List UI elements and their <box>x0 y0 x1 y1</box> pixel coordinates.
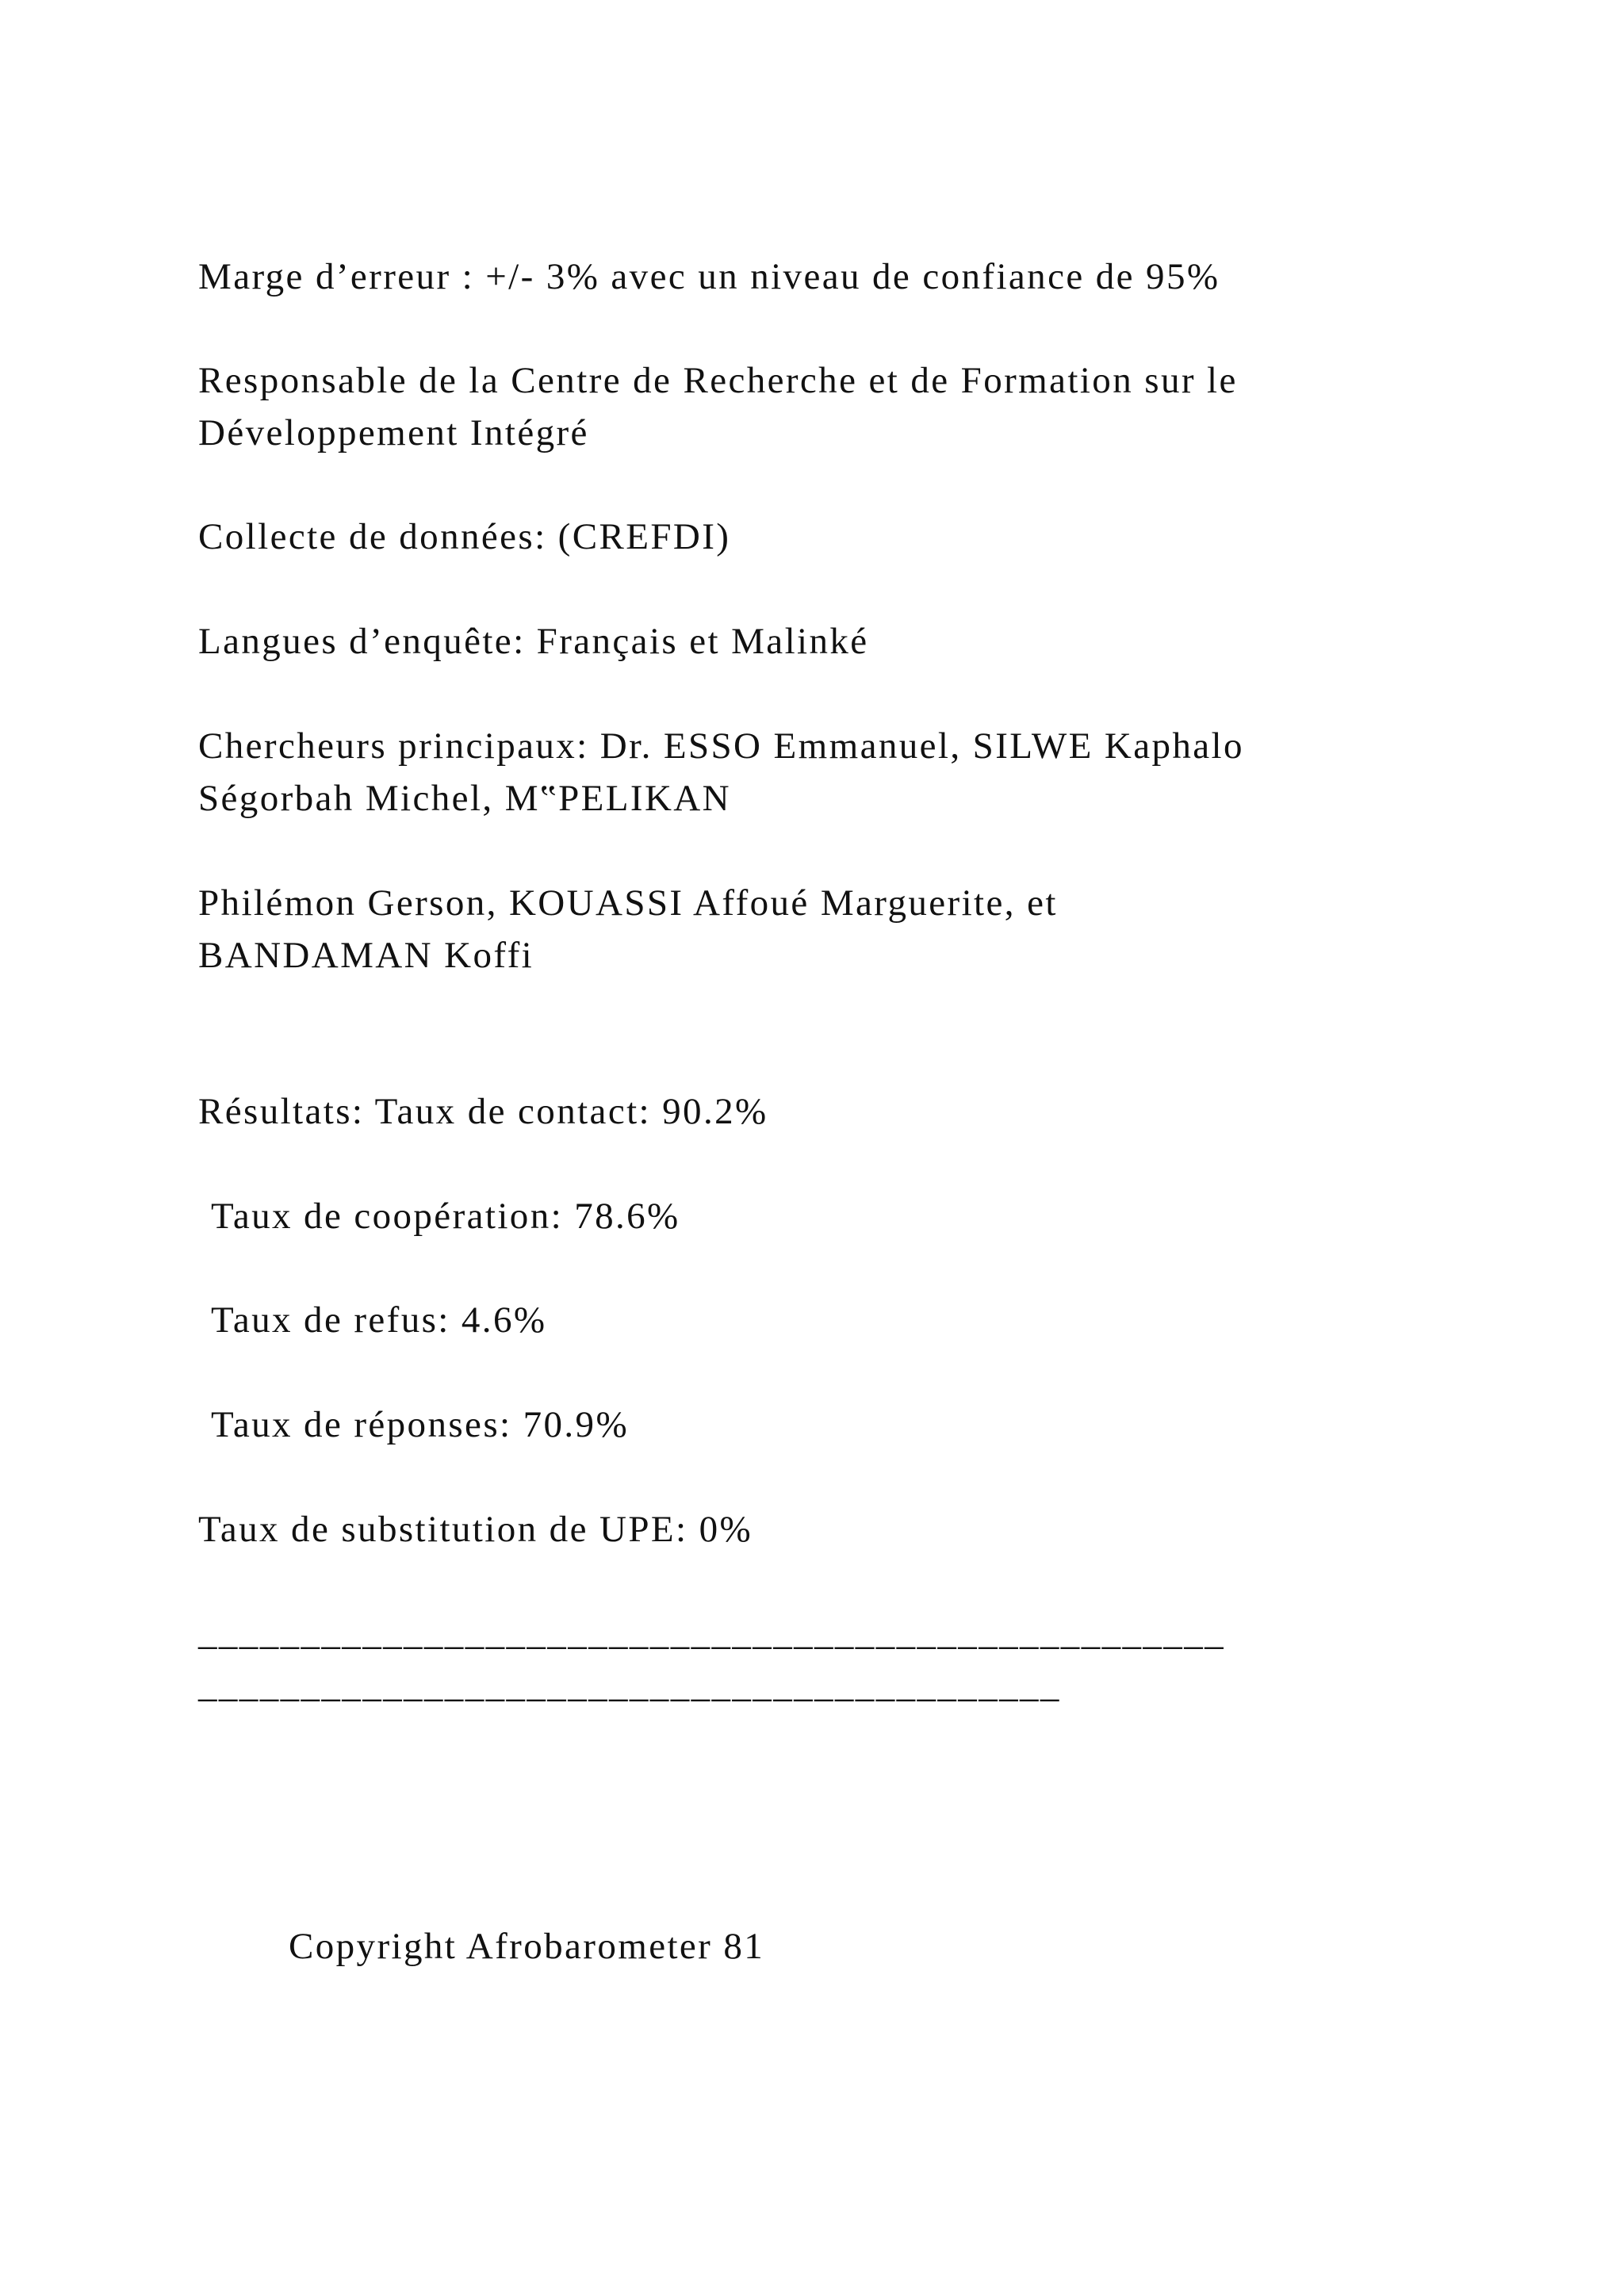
researchers-line-3: Philémon Gerson, KOUASSI Affoué Marguerite, et <box>198 882 1058 924</box>
data-collection: Collecte de données: (CREFDI) <box>198 516 731 557</box>
responsible-line-1: Responsable de la Centre de Recherche et de Formation sur le <box>198 360 1238 401</box>
substitution-rate: Taux de substitution de UPE: 0% <box>198 1509 753 1550</box>
researchers-line-4: BANDAMAN Koffi <box>198 935 534 976</box>
contact-rate: Résultats: Taux de contact: 90.2% <box>198 1091 768 1132</box>
refusal-rate: Taux de refus: 4.6% <box>211 1299 547 1341</box>
cooperation-rate: Taux de coopération: 78.6% <box>211 1196 680 1237</box>
separator-line-1: __________________________________________________ <box>198 1612 1225 1653</box>
copyright-footer: Copyright Afrobarometer 81 <box>289 1926 765 1967</box>
survey-languages: Langues d’enquête: Français et Malinké <box>198 621 869 662</box>
separator-line-2: __________________________________________ <box>198 1664 1061 1705</box>
margin-of-error: Marge d’erreur : +/- 3% avec un niveau de confiance de 95% <box>198 256 1220 297</box>
responsible-line-2: Développement Intégré <box>198 412 589 453</box>
researchers-line-2: Ségorbah Michel, M‟PELIKAN <box>198 778 731 819</box>
researchers-line-1: Chercheurs principaux: Dr. ESSO Emmanuel, SILWE Kaphalo <box>198 725 1244 767</box>
response-rate: Taux de réponses: 70.9% <box>211 1404 630 1445</box>
